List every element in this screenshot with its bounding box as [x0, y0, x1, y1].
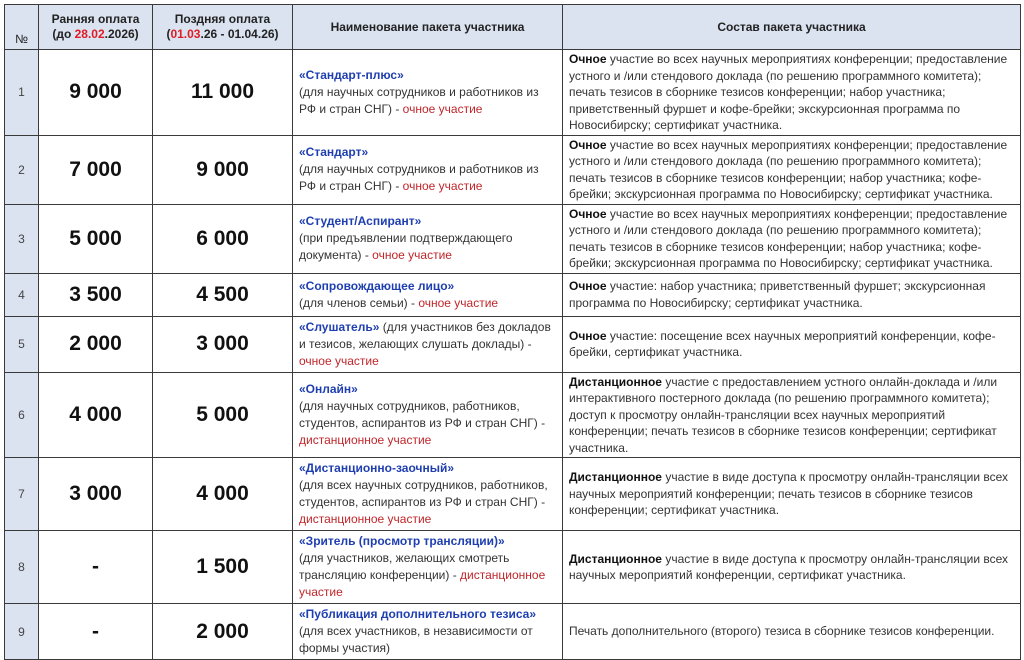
early-price: 7 000 [39, 135, 153, 204]
contents-text: участие во всех научных мероприятиях конференции; предоставление устного и /или стендового доклада (по решению программного комитета); печать тезисов в сборнике тезисов конференции; набор участника; кофе-брейки; экскурсионная программа по Новосибирску; сертификат участника. [569, 137, 1008, 201]
late-price: 5 000 [153, 372, 293, 458]
contents-text: участие в виде доступа к просмотру онлайн-трансляции всех научных мероприятий конференции, сертификат участника. [569, 551, 1009, 582]
package-name-cell [293, 316, 563, 372]
header-late-title: Поздняя оплата [174, 12, 271, 26]
header-num: № [5, 5, 39, 50]
contents-mode: Очное [569, 328, 607, 343]
header-late-payment [153, 5, 293, 50]
header-early-dates [39, 27, 152, 42]
early-price: 3 000 [39, 458, 153, 531]
header-early-payment [39, 5, 153, 50]
package-contents [563, 273, 1021, 316]
participation-mode: очное участие [299, 353, 379, 368]
package-contents [563, 604, 1021, 660]
package-note: (при предъявлении подтверждающего документа) - [299, 231, 513, 262]
late-start-date: 01.03 [170, 27, 201, 41]
row-number: 2 [5, 135, 39, 204]
contents-mode: Очное [569, 206, 607, 221]
text: (до [52, 27, 75, 41]
early-price: 9 000 [39, 50, 153, 136]
participation-mode: дистанционное участие [299, 568, 546, 599]
package-note: (для научных сотрудников и работников из РФ и стран СНГ) - [299, 84, 539, 116]
late-price: 11 000 [153, 50, 293, 136]
package-contents [563, 135, 1021, 204]
header-late-dates [153, 27, 292, 42]
header-row [5, 5, 1021, 50]
contents-mode: Очное [569, 137, 607, 152]
early-price: 5 000 [39, 204, 153, 273]
text: ( [166, 27, 171, 41]
package-note: (для научных сотрудников и работников из РФ и стран СНГ) - [299, 162, 539, 193]
participation-mode: очное участие [418, 295, 499, 310]
package-note: (для членов семьи) - [299, 295, 419, 310]
contents-text: участие в виде доступа к просмотру онлайн-трансляции всех научных мероприятий конференции; печать тезисов в сборнике тезисов конференции; сертификат участника. [569, 470, 1009, 518]
table-row [5, 273, 1021, 316]
table-row [5, 458, 1021, 531]
contents-text: участие: набор участника; приветственный фуршет; экскурсионная программа по Новосибирску; сертификат участника. [569, 279, 986, 310]
row-number: 5 [5, 316, 39, 372]
early-price: 2 000 [39, 316, 153, 372]
package-name-cell [293, 604, 563, 660]
contents-text: участие: посещение всех научных мероприятий конференции, кофе-брейки, сертификат участника. [569, 328, 996, 359]
header-early-title: Ранняя оплата [51, 12, 140, 26]
contents-mode: Очное [569, 52, 607, 66]
package-contents [563, 372, 1021, 458]
row-number: 9 [5, 604, 39, 660]
package-name-cell [293, 204, 563, 273]
contents-mode: Дистанционное [569, 374, 662, 389]
package-name-cell [293, 50, 563, 136]
contents-text: Печать дополнительного (второго) тезиса в сборнике тезисов конференции. [569, 624, 995, 639]
early-price: 4 000 [39, 372, 153, 458]
participation-mode: очное участие [402, 101, 483, 116]
package-title: «Онлайн» [299, 381, 358, 396]
early-price: - [39, 531, 153, 604]
row-number: 4 [5, 273, 39, 316]
early-price: - [39, 604, 153, 660]
contents-mode: Очное [569, 279, 607, 293]
late-price: 9 000 [153, 135, 293, 204]
late-price: 3 000 [153, 316, 293, 372]
contents-text: участие во всех научных мероприятиях конференции; предоставление устного и /или стендового доклада (по решению программного комитета); печать тезисов в сборнике тезисов конференции; набор участника; кофе-брейки; экскурсионная программа по Новосибирску; сертификат участника. [569, 206, 1008, 270]
pricing-table [4, 4, 1021, 660]
early-price: 3 500 [39, 273, 153, 316]
participation-mode: очное участие [402, 179, 483, 193]
package-name-cell [293, 531, 563, 604]
package-note: (для научных сотрудников, работников, студентов, аспирантов из РФ и стран СНГ) - [299, 398, 546, 430]
contents-mode: Дистанционное [569, 551, 662, 566]
package-note: (для участников, желающих смотреть трансляцию конференции) - [299, 551, 510, 582]
package-title: «Зритель (просмотр трансляции)» [299, 534, 505, 548]
header-package-contents: Состав пакета участника [563, 5, 1021, 50]
package-name-cell [293, 458, 563, 531]
package-title: «Стандарт» [299, 145, 369, 159]
late-price: 4 500 [153, 273, 293, 316]
package-note: (для всех научных сотрудников, работников, студентов, аспирантов из РФ и стран СНГ) - [299, 478, 548, 509]
package-contents [563, 458, 1021, 531]
package-note: (для всех участников, в независимости от формы участия) [299, 624, 533, 655]
table-row [5, 135, 1021, 204]
participation-mode: дистанционное участие [299, 432, 432, 447]
text: .2026) [104, 27, 139, 41]
package-contents [563, 531, 1021, 604]
participation-mode: очное участие [372, 248, 452, 262]
table-row [5, 372, 1021, 458]
package-title: «Публикация дополнительного тезиса» [299, 607, 537, 621]
late-price: 2 000 [153, 604, 293, 660]
late-price: 4 000 [153, 458, 293, 531]
package-title: «Стандарт-плюс» [299, 67, 404, 82]
text: .26 - 01.04.26) [200, 27, 279, 41]
row-number: 6 [5, 372, 39, 458]
package-name-cell [293, 135, 563, 204]
row-number: 7 [5, 458, 39, 531]
contents-text: участие во всех научных мероприятиях конференции; предоставление устного и /или стендового доклада (по решению программного комитета); печать тезисов в сборнике тезисов конференции; набор участника; приветственный фуршет и кофе-брейки; экскурсионная программа по Новосибирску; сертификат участника. [569, 52, 1008, 132]
contents-mode: Дистанционное [569, 470, 662, 485]
table-row [5, 531, 1021, 604]
package-contents [563, 204, 1021, 273]
late-price: 6 000 [153, 204, 293, 273]
early-deadline-date: 28.02 [74, 27, 105, 41]
table-row [5, 604, 1021, 660]
row-number: 3 [5, 204, 39, 273]
package-title: «Сопровождающее лицо» [299, 278, 455, 293]
participation-mode: дистанционное участие [299, 512, 432, 526]
package-title: «Студент/Аспирант» [299, 214, 422, 228]
package-contents [563, 50, 1021, 136]
package-title: «Дистанционно-заочный» [299, 461, 455, 475]
package-name-cell [293, 273, 563, 316]
package-contents [563, 316, 1021, 372]
table-row [5, 50, 1021, 136]
package-note: (для участников без докладов и тезисов, желающих слушать доклады) - [299, 319, 551, 351]
row-number: 1 [5, 50, 39, 136]
late-price: 1 500 [153, 531, 293, 604]
row-number: 8 [5, 531, 39, 604]
contents-text: участие с предоставлением устного онлайн-доклада и /или интерактивного постерного доклада (по решению программного комитета); доступ к просмотру онлайн-трансляции всех научных мероприятий конференции; печать тезисов в сборнике тезисов конференции; сертификат участника. [569, 374, 998, 455]
table-row [5, 316, 1021, 372]
table-row [5, 204, 1021, 273]
package-title: «Слушатель» [299, 319, 380, 334]
package-name-cell [293, 372, 563, 458]
header-package-name: Наименование пакета участника [293, 5, 563, 50]
